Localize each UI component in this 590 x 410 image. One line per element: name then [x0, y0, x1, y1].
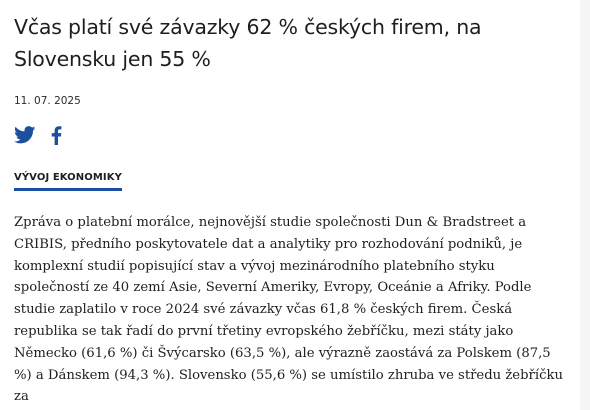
facebook-share-button[interactable] [50, 125, 62, 145]
scrollbar[interactable] [580, 0, 590, 410]
article-body [14, 212, 566, 408]
article-date: 11. 07. 2025 [14, 95, 81, 107]
category-link[interactable]: VÝVOJ EKONOMIKY [14, 172, 122, 191]
facebook-f-icon [51, 126, 62, 145]
twitter-share-button[interactable] [14, 125, 36, 145]
article-title: Včas platí své závazky 62 % českých firem, na Slovensku jen 55 % [14, 15, 482, 71]
twitter-bird-icon [14, 126, 36, 144]
article-paragraph: Zpráva o platební morálce, nejnovější studie společnosti Dun & Bradstreet a CRIBIS, předního poskytovatele dat a analytiky pro rozhodování podniků, je komplexní studií popisující stav a vývoj mezinárodního platebního styku společností ze 40 zemí Asie, Severní Ameriky, Evropy, Oceánie a Afriky. Podle studie zaplatilo v roce 2024 své závazky včas 61,8 % českých firem. Česká republika se tak řadí do první třetiny evropského žebříčku, mezi státy jako Německo (61,6 %) či Švýcarsko (63,5 %), ale výrazně zaostává za Polskem (87,5 %) a Dánskem (94,3 %). Slovensko (55,6 %) se umístilo zhruba ve středu žebříčku za [14, 215, 563, 405]
share-bar [14, 124, 566, 146]
article [14, 0, 566, 408]
